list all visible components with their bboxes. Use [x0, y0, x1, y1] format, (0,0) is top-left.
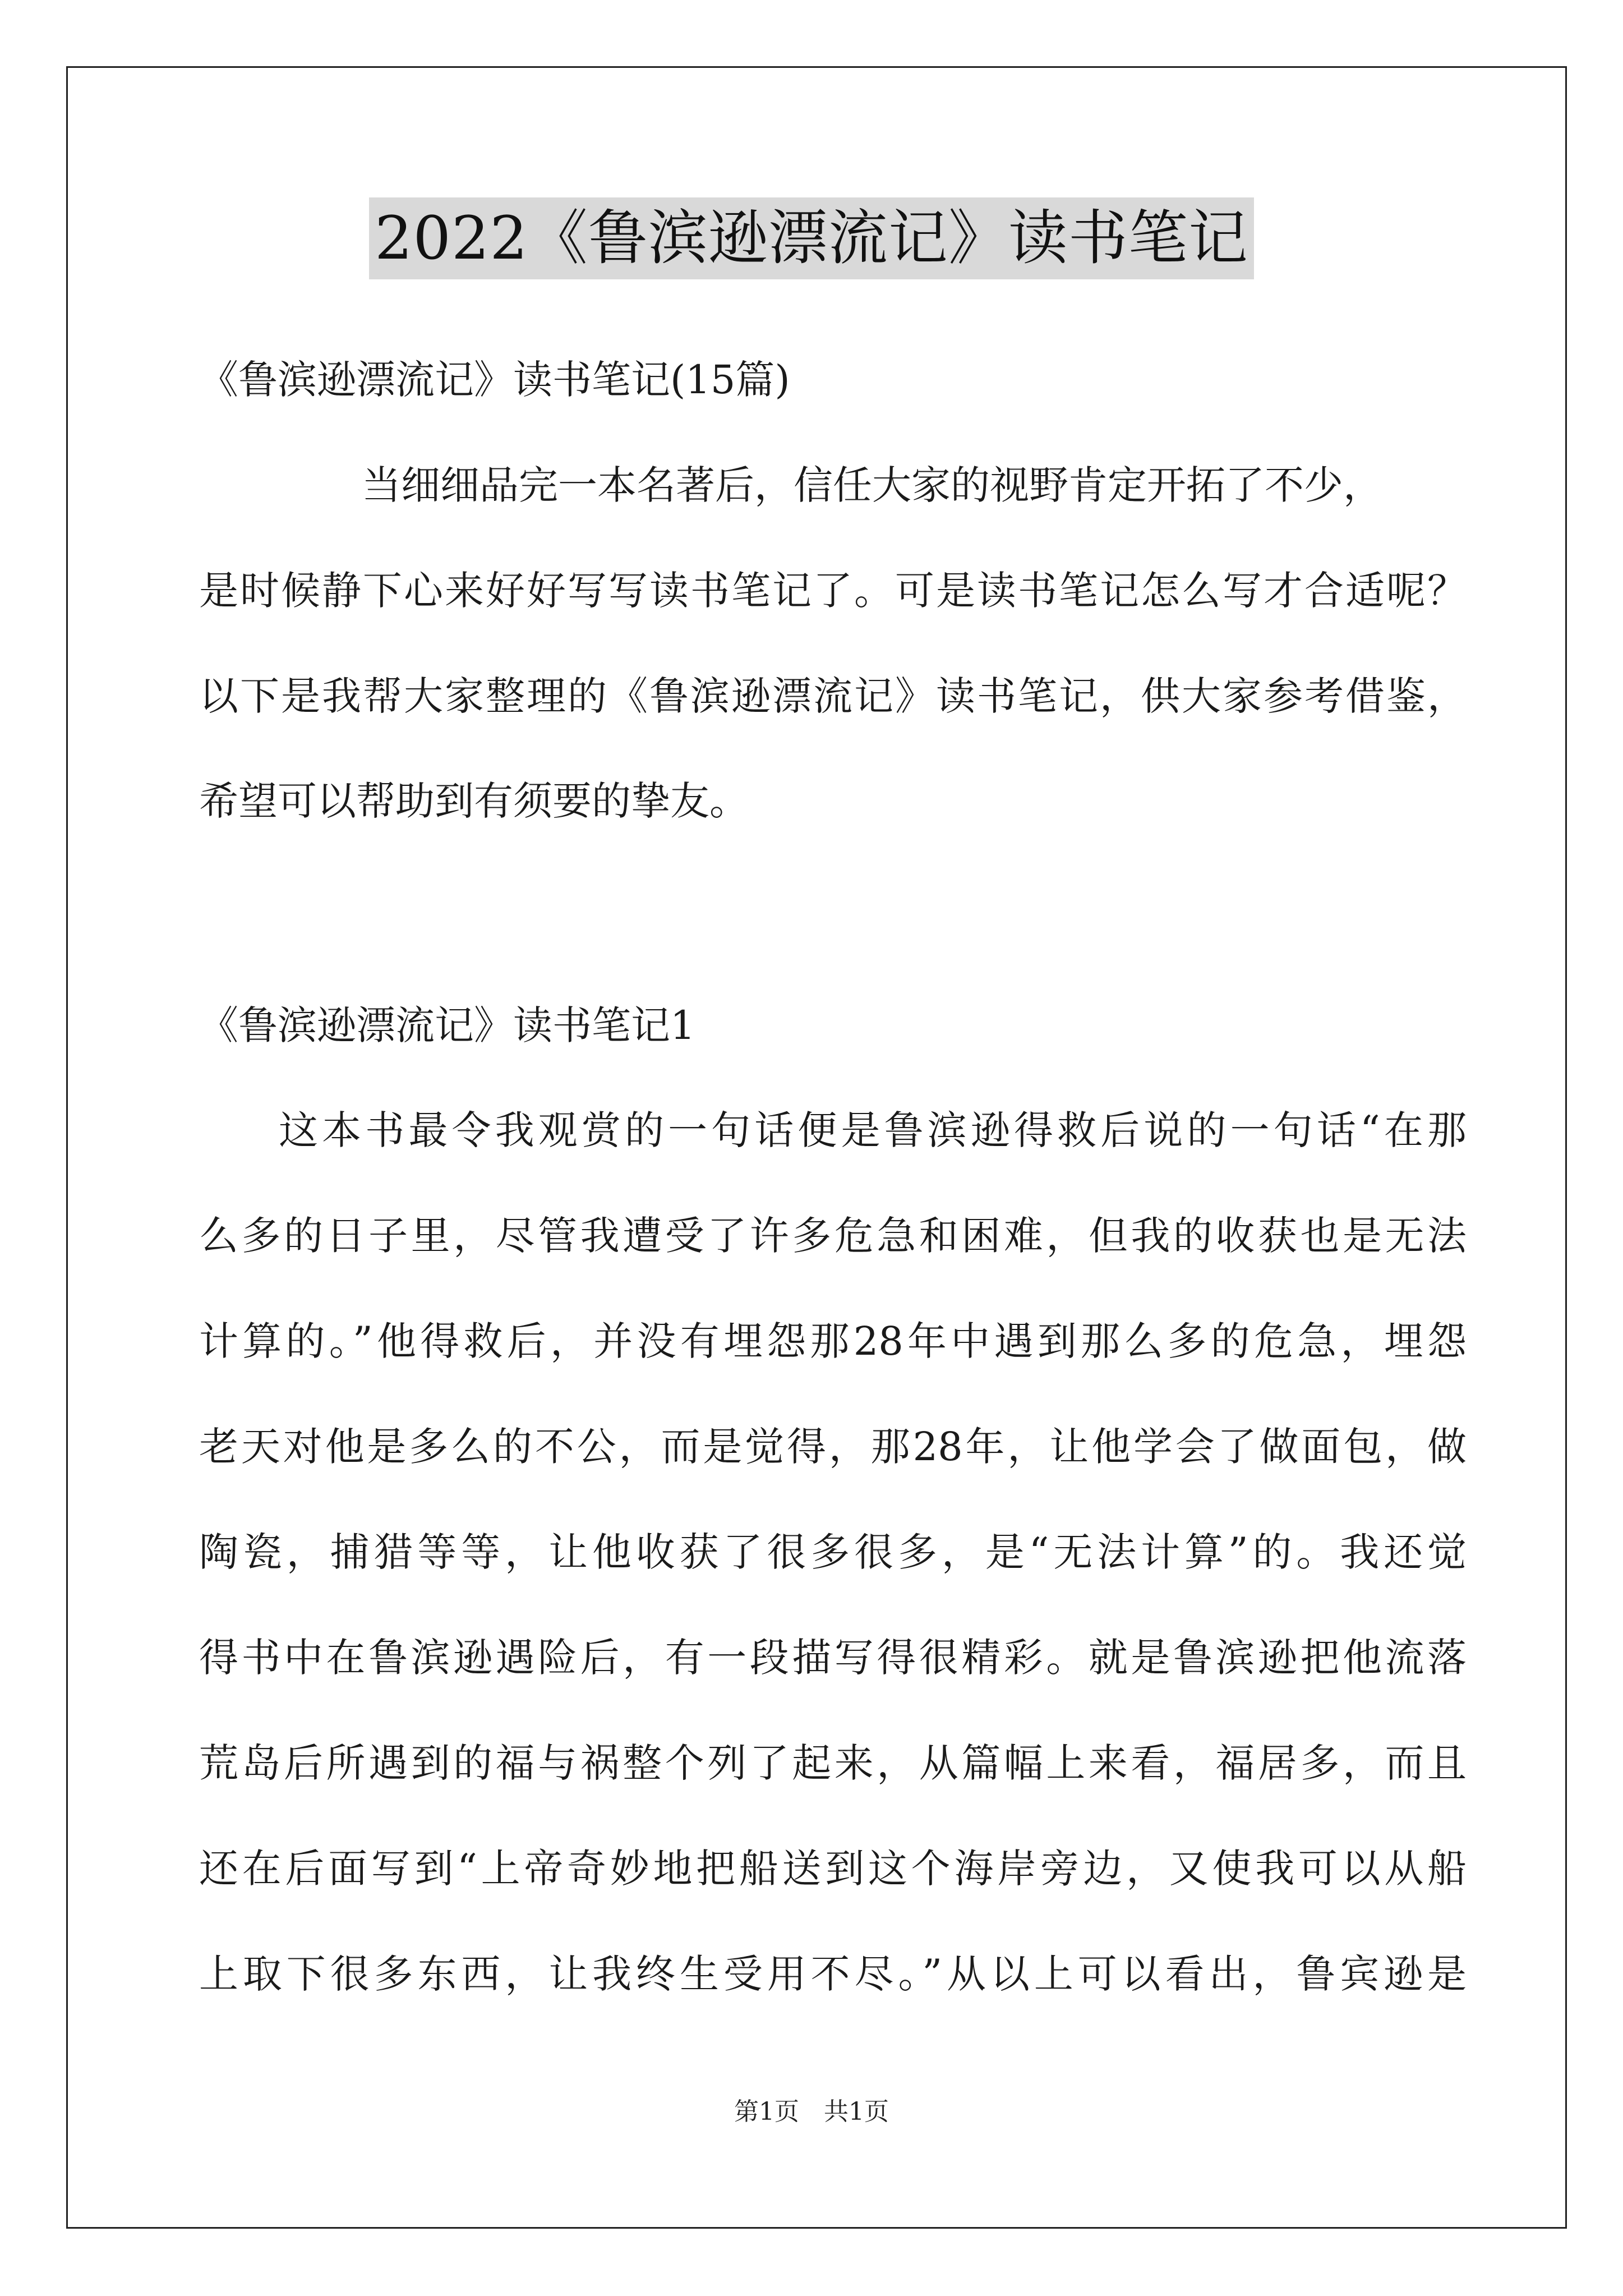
body-line: 荒岛后所遇到的福与祸整个列了起来，从篇幅上来看，福居多，而且 — [199, 1740, 1467, 1786]
body-line: 老天对他是多么的不公，而是觉得，那28年，让他学会了做面包，做 — [199, 1424, 1467, 1470]
body-line: 计算的。”他得救后，并没有埋怨那28年中遇到那么多的危急，埋怨 — [199, 1318, 1467, 1364]
body-line: 上取下很多东西，让我终生受用不尽。”从以上可以看出，鲁宾逊是 — [199, 1951, 1467, 1997]
section-heading: 《鲁滨逊漂流记》读书笔记1 — [199, 1002, 695, 1048]
title-container — [0, 197, 1623, 279]
document-title: 2022《鲁滨逊漂流记》读书笔记 — [369, 197, 1254, 279]
body-line: 么多的日子里，尽管我遭受了许多危急和困难，但我的收获也是无法 — [199, 1213, 1467, 1259]
body-line: 这本书最令我观赏的一句话便是鲁滨逊得救后说的一句话“在那 — [279, 1107, 1467, 1153]
intro-line: 是时候静下心来好好写写读书笔记了。可是读书笔记怎么写才合适呢？ — [199, 568, 1467, 614]
body-line: 陶瓷，捕猎等等，让他收获了很多很多，是“无法计算”的。我还觉 — [199, 1529, 1467, 1575]
body-line: 还在后面写到“上帝奇妙地把船送到这个海岸旁边，又使我可以从船 — [199, 1846, 1467, 1892]
document-subtitle: 《鲁滨逊漂流记》读书笔记(15篇) — [199, 357, 790, 403]
intro-line: 以下是我帮大家整理的《鲁滨逊漂流记》读书笔记，供大家参考借鉴， — [199, 673, 1467, 719]
page-footer: 第1页 共1页 — [734, 2097, 889, 2126]
intro-line: 希望可以帮助到有须要的挚友。 — [199, 778, 749, 824]
intro-line: 当细细品完一本名著后，信任大家的视野肯定开拓了不少， — [362, 462, 1382, 508]
body-line: 得书中在鲁滨逊遇险后，有一段描写得很精彩。就是鲁滨逊把他流落 — [199, 1635, 1467, 1681]
